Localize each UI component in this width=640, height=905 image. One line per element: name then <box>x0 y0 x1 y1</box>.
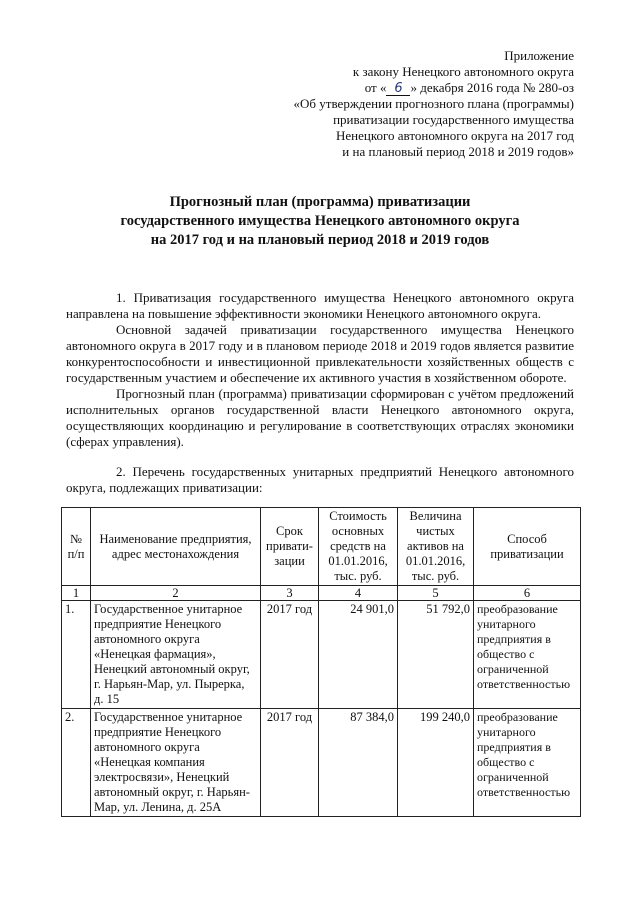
row-enterprise: Государственное унитарное предприятие Ненецкого автономного округа «Ненецкая фармация», Ненецкий автономный округ, г. Нарьян-Мар, ул. Пырерка, д. 15 <box>91 601 261 709</box>
header-fixed-assets: Стоимость основных средств на 01.01.2016, тыс. руб. <box>319 508 398 586</box>
col-number: 2 <box>91 586 261 601</box>
row-term: 2017 год <box>261 709 319 817</box>
appendix-law-title-1: «Об утверждении прогнозного плана (программы) <box>293 96 574 111</box>
row-enterprise: Государственное унитарное предприятие Ненецкого автономного округа «Ненецкая компания электросвязи», Ненецкий автономный округ, г. Нарьян-Мар, ул. Ленина, д. 25А <box>91 709 261 817</box>
title-line-1: Прогнозный план (программа) приватизации <box>169 194 471 210</box>
appendix-law-ref: к закону Ненецкого автономного округа <box>352 64 574 79</box>
title-line-3: на 2017 год и на плановый период 2018 и 2019 годов <box>150 232 490 248</box>
table-row <box>62 709 581 817</box>
document-body <box>66 290 574 496</box>
col-number: 4 <box>319 586 398 601</box>
row-num: 1. <box>62 601 91 709</box>
appendix-title: Приложение <box>504 48 574 63</box>
paragraph-2: Основной задачей приватизации государственного имущества Ненецкого автономного округа в 2017 году и в плановом периоде 2018 и 2019 годов является развитие конкурентоспособности и инвестиционной привлекательности хозяйственных обществ с государственным участием и обеспечение их активного участия в хозяйственном обороте. <box>66 322 574 385</box>
appendix-law-title-2: приватизации государственного имущества <box>333 112 574 127</box>
row-net-assets: 51 792,0 <box>398 601 474 709</box>
row-fixed-assets: 87 384,0 <box>319 709 398 817</box>
paragraph-4: 2. Перечень государственных унитарных предприятий Ненецкого автономного округа, подлежащих приватизации: <box>66 464 574 495</box>
row-num: 2. <box>62 709 91 817</box>
paragraph-3: Прогнозный план (программа) приватизации сформирован с учётом предложений исполнительных органов государственной власти Ненецкого автономного округа, осуществляющих координацию и регулирование в соответствующих отраслях экономики (сферах управления). <box>66 386 574 449</box>
appendix-date-suffix: » декабря 2016 года № 280-оз <box>410 80 574 95</box>
row-fixed-assets: 24 901,0 <box>319 601 398 709</box>
privatization-table <box>61 507 581 817</box>
appendix-date-line <box>294 80 574 96</box>
row-method: преобразование унитарного предприятия в общество с ограниченной ответственностью <box>474 601 581 709</box>
appendix-law-title-3: Ненецкого автономного округа на 2017 год <box>336 128 574 143</box>
header-net-assets: Величина чистых активов на 01.01.2016, тыс. руб. <box>398 508 474 586</box>
header-name: Наименование предприятия, адрес местонахождения <box>91 508 261 586</box>
row-term: 2017 год <box>261 601 319 709</box>
appendix-date-prefix: от « <box>364 80 387 95</box>
col-number: 6 <box>474 586 581 601</box>
handwritten-day: 6 <box>386 83 410 96</box>
title-line-2: государственного имущества Ненецкого автономного округа <box>120 213 520 229</box>
header-num: № п/п <box>62 508 91 586</box>
row-net-assets: 199 240,0 <box>398 709 474 817</box>
row-method: преобразование унитарного предприятия в общество с ограниченной ответственностью <box>474 709 581 817</box>
header-method: Способ приватизации <box>474 508 581 586</box>
header-term: Срок привати-зации <box>261 508 319 586</box>
table-row <box>62 601 581 709</box>
table-header-row <box>62 508 581 586</box>
column-number-row <box>62 586 581 601</box>
appendix-block <box>294 48 574 160</box>
col-number: 5 <box>398 586 474 601</box>
col-number: 1 <box>62 586 91 601</box>
document-title <box>60 193 580 250</box>
paragraph-1: 1. Приватизация государственного имущества Ненецкого автономного округа направлена на повышение эффективности экономики Ненецкого автономного округа. <box>66 290 574 321</box>
appendix-law-title-4: и на плановый период 2018 и 2019 годов» <box>342 144 574 159</box>
col-number: 3 <box>261 586 319 601</box>
